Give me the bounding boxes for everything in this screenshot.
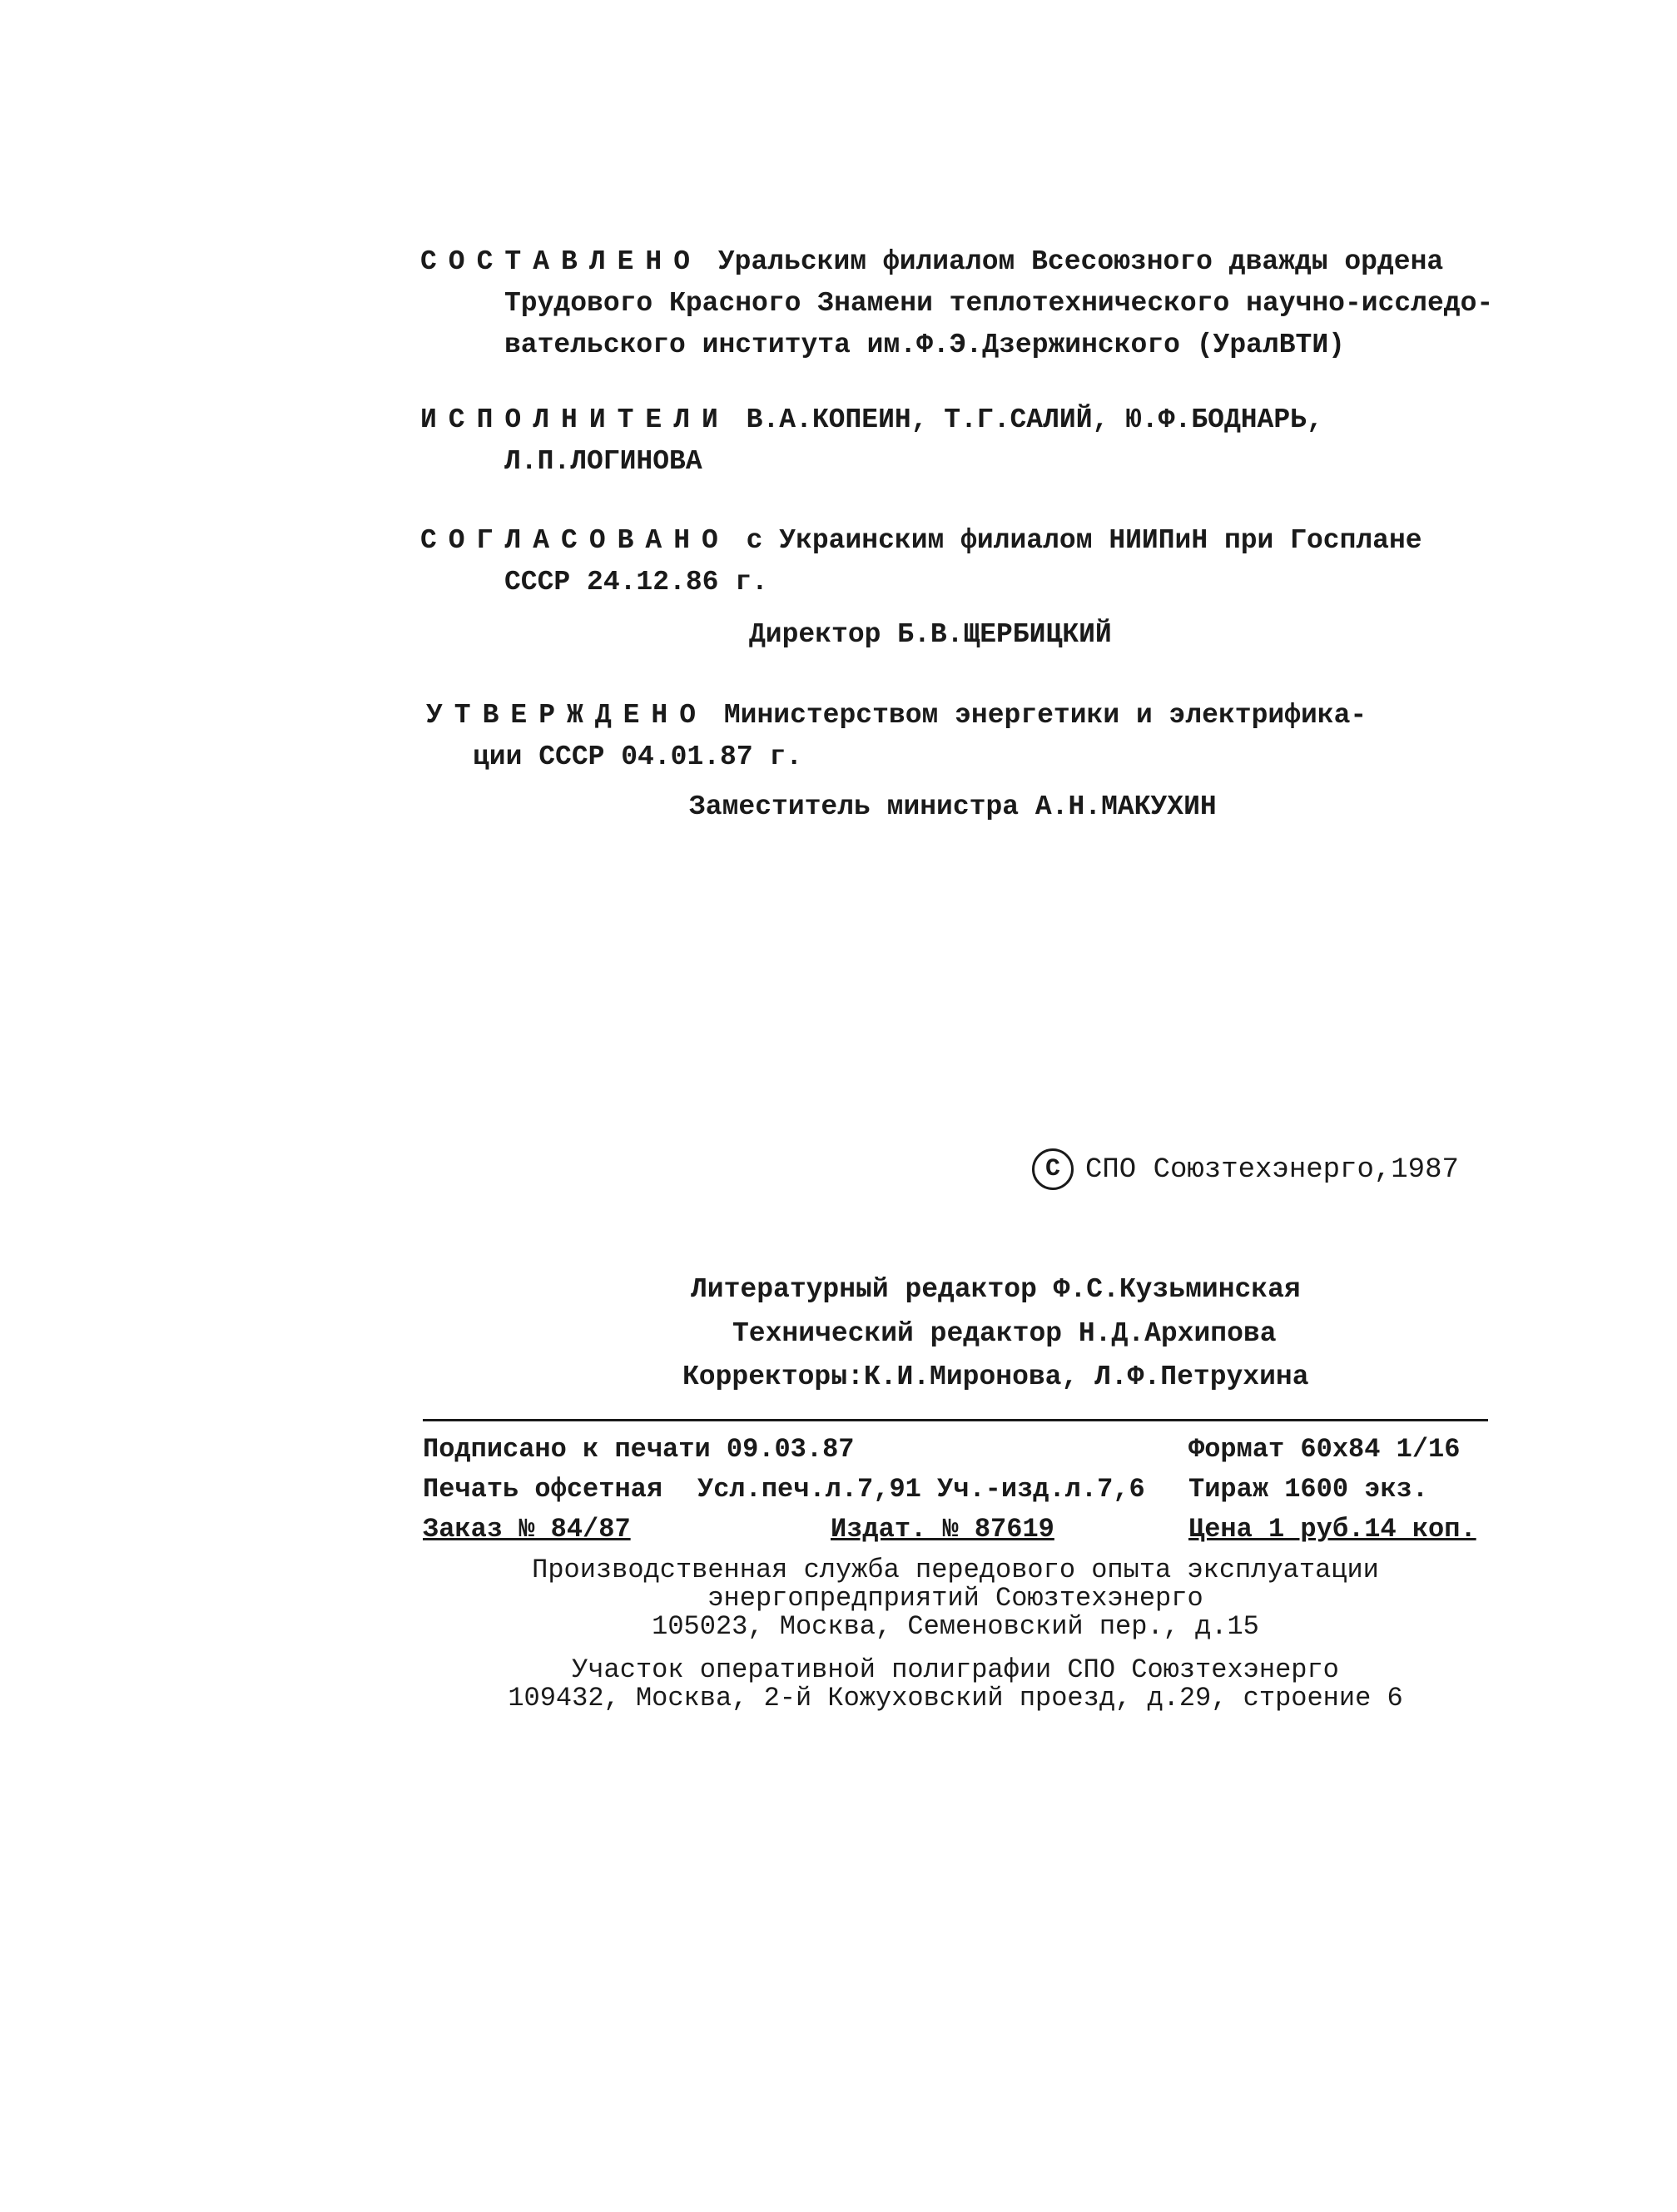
technical-editor: Технический редактор Н.Д.Архипова <box>732 1318 1277 1349</box>
paper-format: Формат 60x84 1/16 <box>1188 1434 1461 1465</box>
approved-continuation <box>473 737 802 778</box>
printer-line-1: Участок оперативной полиграфии СПО Союзтехэнерго <box>572 1654 1339 1685</box>
executors-line-1: В.А.КОПЕИН, Т.Г.САЛИЙ, Ю.Ф.БОДНАРЬ, <box>746 404 1323 435</box>
compiled-line-2: Трудового Красного Знамени теплотехнического научно-исследо- <box>504 288 1494 319</box>
approved-line-2: ции СССР 04.01.87 г. <box>473 741 803 772</box>
agreed-line-2: СССР 24.12.86 г. <box>504 567 768 598</box>
publisher-address: 105023, Москва, Семеновский пер., д.15 <box>652 1611 1259 1642</box>
print-sheets: Усл.печ.л.7,91 Уч.-изд.л.7,6 <box>697 1474 1145 1505</box>
signed-for-print: Подписано к печати 09.03.87 <box>423 1434 855 1465</box>
copyright-text: СПО Союзтехэнерго,1987 <box>1085 1153 1459 1186</box>
compiled-continuation <box>504 283 1493 366</box>
proofreaders: Корректоры:К.И.Миронова, Л.Ф.Петрухина <box>682 1361 1309 1392</box>
order-number: Заказ № 84/87 <box>423 1514 631 1545</box>
approved-label: УТВЕРЖДЕНО <box>426 700 708 731</box>
compiled-line-1: Уральским филиалом Всесоюзного дважды ордена <box>717 246 1444 277</box>
executors-line-2: Л.П.ЛОГИНОВА <box>504 446 702 477</box>
agreed-label: СОГЛАСОВАНО <box>420 525 730 556</box>
edition-number: Издат. № 87619 <box>831 1514 1054 1545</box>
print-run: Тираж 1600 экз. <box>1188 1474 1429 1505</box>
print-type: Печать офсетная <box>423 1474 663 1505</box>
approved-section <box>426 695 1367 737</box>
imprint-top-rule <box>423 1419 1488 1421</box>
compiled-line-3: вательского института им.Ф.Э.Дзержинского (УралВТИ) <box>504 330 1345 360</box>
agreed-continuation <box>504 562 768 603</box>
agreed-line-1: с Украинским филиалом НИИПиН при Госплане <box>746 525 1422 556</box>
executors-continuation <box>504 441 702 483</box>
copyright-line <box>1032 1148 1459 1191</box>
printer-address: 109432, Москва, 2-й Кожуховский проезд, д.29, строение 6 <box>508 1683 1403 1714</box>
approved-line-1: Министерством энергетики и электрифика- <box>723 700 1367 731</box>
copyright-icon: C <box>1032 1148 1074 1190</box>
executors-section <box>420 399 1323 441</box>
agreed-signatory: Директор Б.В.ЩЕРБИЦКИЙ <box>749 619 1112 650</box>
publisher-line-2: энергопредприятий Союзтехэнерго <box>707 1583 1203 1614</box>
price: Цена 1 руб.14 коп. <box>1188 1514 1476 1545</box>
approved-signatory: Заместитель министра А.Н.МАКУХИН <box>689 791 1217 822</box>
executors-label: ИСПОЛНИТЕЛИ <box>420 404 730 435</box>
literary-editor: Литературный редактор Ф.С.Кузьминская <box>691 1274 1301 1305</box>
agreed-section <box>420 520 1422 562</box>
compiled-section <box>420 241 1443 283</box>
compiled-label: СОСТАВЛЕНО <box>420 246 702 277</box>
publisher-line-1: Производственная служба передового опыта эксплуатации <box>532 1555 1379 1585</box>
